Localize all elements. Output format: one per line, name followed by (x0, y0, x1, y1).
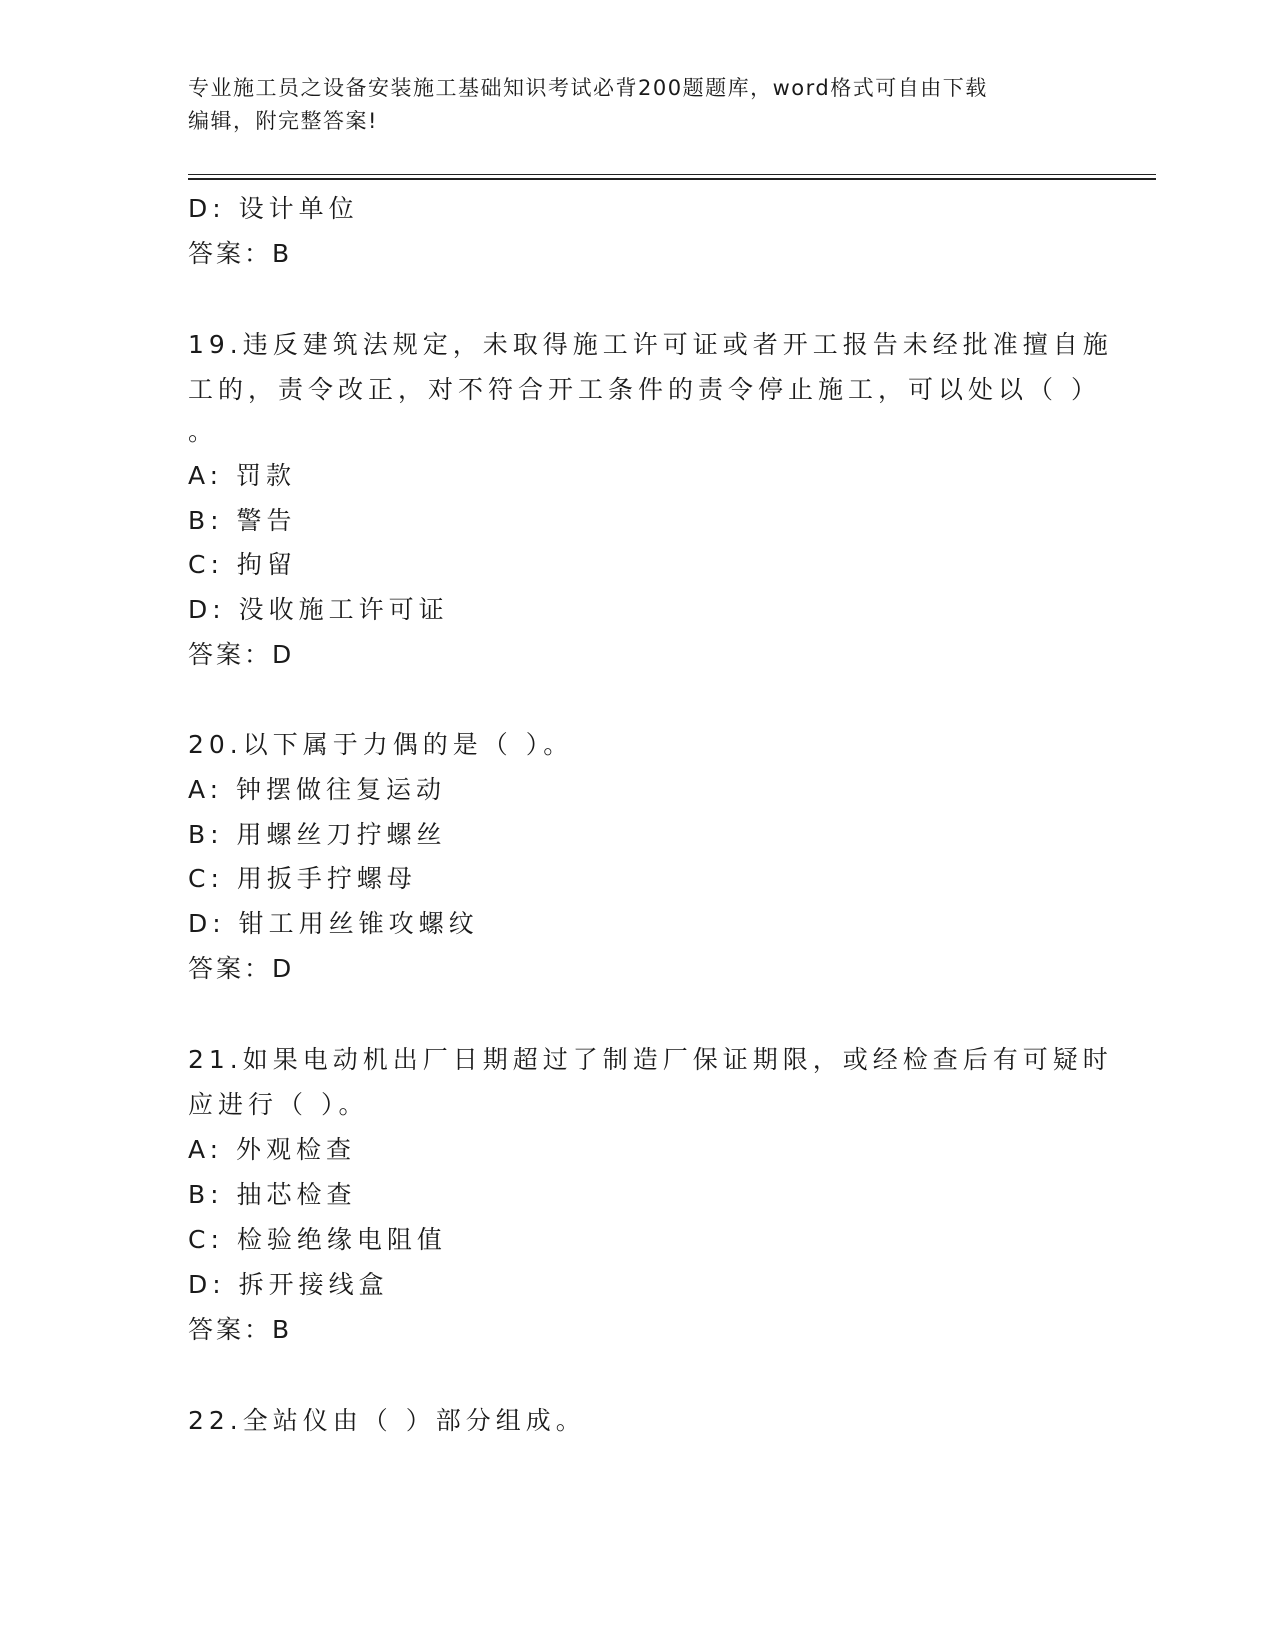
q20-option-a: A: 钟摆做往复运动 (188, 775, 447, 804)
q18-option-d: D: 设计单位 (188, 194, 359, 223)
q21-option-b: B: 抽芯检查 (188, 1180, 357, 1209)
q21-option-c: C: 检验绝缘电阻值 (188, 1225, 447, 1254)
q22-stem-line-1: 22.全站仪由（ ）部分组成。 (188, 1406, 586, 1435)
q20-option-b: B: 用螺丝刀拧螺丝 (188, 820, 447, 849)
q19-stem-line-1: 19.违反建筑法规定，未取得施工许可证或者开工报告未经批准擅自施 (188, 330, 1113, 359)
q19-option-d: D: 没收施工许可证 (188, 595, 449, 624)
q20-stem-line-1: 20.以下属于力偶的是（ ）。 (188, 730, 574, 759)
q21-option-d: D: 拆开接线盒 (188, 1270, 389, 1299)
q20-option-d: D: 钳工用丝锥攻螺纹 (188, 909, 479, 938)
header-title-line-2: 编辑，附完整答案! (188, 109, 378, 133)
header-rule-thick (188, 178, 1156, 180)
q19-option-a: A: 罚款 (188, 461, 297, 490)
header-title-line-1: 专业施工员之设备安装施工基础知识考试必背200题题库，word格式可自由下载 (188, 76, 988, 100)
q18-answer: 答案：B (188, 239, 293, 268)
q20-option-c: C: 用扳手拧螺母 (188, 864, 417, 893)
q21-stem-line-2: 应进行（ ）。 (188, 1090, 369, 1119)
q19-stem-line-2: 工的，责令改正，对不符合开工条件的责令停止施工，可以处以（ ） (188, 375, 1101, 404)
q21-option-a: A: 外观检查 (188, 1135, 357, 1164)
q19-option-c: C: 拘留 (188, 550, 297, 579)
q19-option-b: B: 警告 (188, 506, 297, 535)
q20-answer: 答案：D (188, 954, 295, 983)
q21-stem-line-1: 21.如果电动机出厂日期超过了制造厂保证期限，或经检查后有可疑时 (188, 1045, 1113, 1074)
q19-answer: 答案：D (188, 640, 295, 669)
q21-answer: 答案：B (188, 1315, 293, 1344)
page-header (188, 72, 1088, 138)
header-rule-thin (188, 174, 1156, 175)
q19-stem-line-3: 。 (188, 417, 219, 446)
